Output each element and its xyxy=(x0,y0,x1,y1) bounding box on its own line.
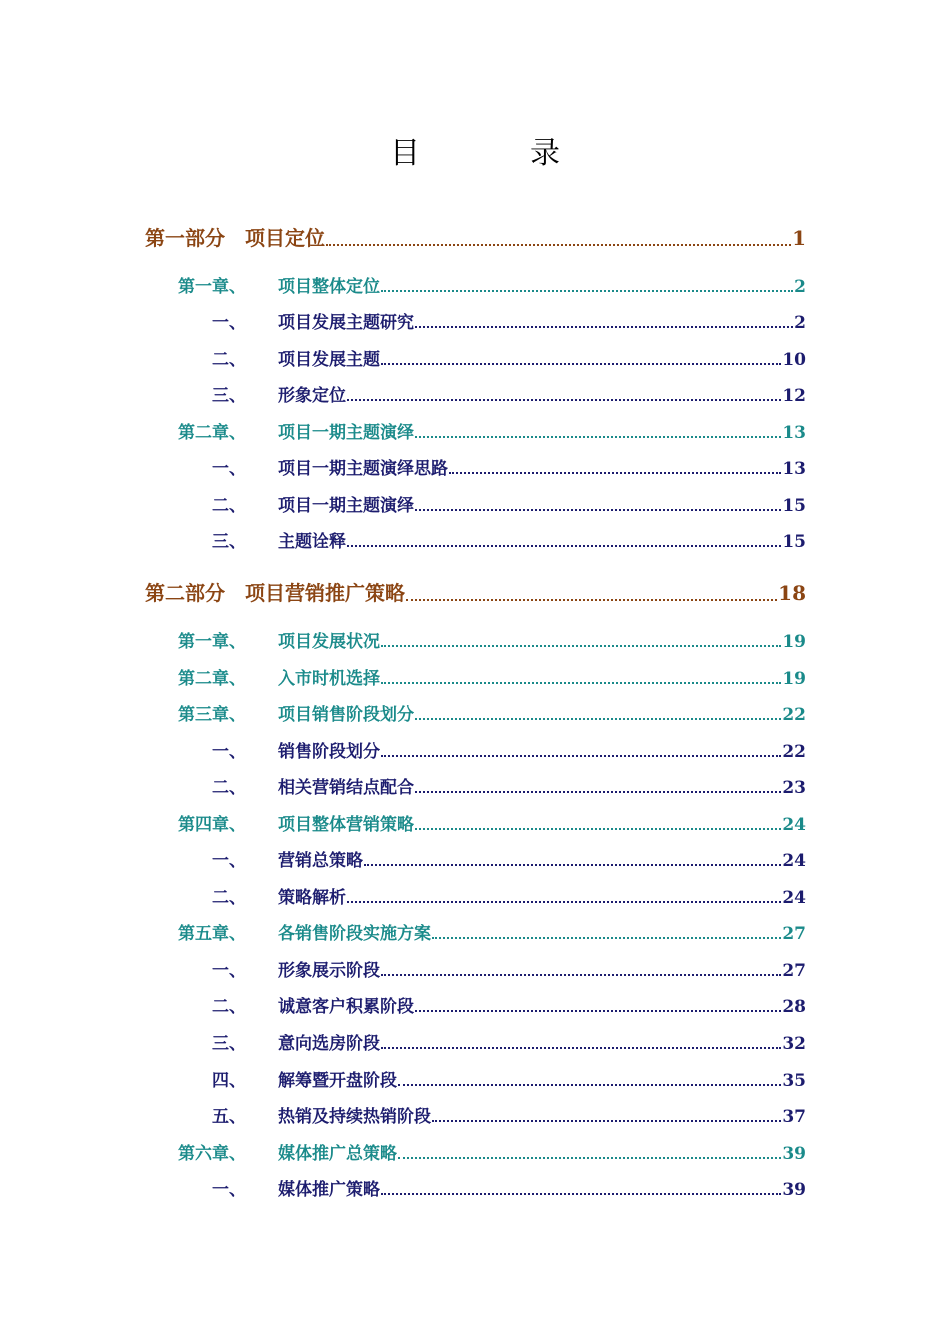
toc-entry-title: 项目定位 xyxy=(245,226,325,250)
toc-leader-dots xyxy=(364,864,781,866)
toc-entry-part[interactable] xyxy=(145,577,806,606)
toc-entry-section[interactable] xyxy=(212,1175,806,1200)
toc-entry-part[interactable] xyxy=(145,222,806,251)
toc-entry-number: 一、 xyxy=(212,1180,246,1200)
toc-leader-dots xyxy=(381,755,781,757)
toc-entry-chapter[interactable] xyxy=(178,664,806,689)
toc-entry-section[interactable] xyxy=(212,992,806,1017)
toc-leader-dots xyxy=(347,901,781,903)
toc-page-number: 19 xyxy=(782,669,806,689)
toc-entry-title: 诚意客户积累阶段 xyxy=(278,997,414,1017)
toc-page-number: 32 xyxy=(782,1034,806,1054)
toc-entry-title: 项目销售阶段划分 xyxy=(278,705,414,725)
toc-page-number: 23 xyxy=(782,778,806,798)
toc-entry-label xyxy=(212,454,448,479)
toc-entry-number: 一、 xyxy=(212,313,246,333)
toc-entry-label xyxy=(178,700,414,725)
toc-entry-title: 项目发展主题 xyxy=(278,350,380,370)
toc-entry-title: 热销及持续热销阶段 xyxy=(278,1107,431,1127)
toc-page-number: 19 xyxy=(782,632,806,652)
toc-entry-label xyxy=(145,577,405,606)
toc-entry-number: 三、 xyxy=(212,1034,246,1054)
toc-entry-number: 一、 xyxy=(212,851,246,871)
toc-entry-title: 项目发展主题研究 xyxy=(278,313,414,333)
toc-page-number: 35 xyxy=(782,1071,806,1091)
toc-entry-label xyxy=(212,1029,380,1054)
toc-entry-label xyxy=(212,956,380,981)
toc-page-number: 24 xyxy=(782,815,806,835)
toc-entry-number: 第六章、 xyxy=(178,1144,246,1164)
toc-entry-section[interactable] xyxy=(212,846,806,871)
toc-entry-title: 媒体推广策略 xyxy=(278,1180,380,1200)
toc-entry-title: 项目整体定位 xyxy=(278,277,380,297)
toc-entry-chapter[interactable] xyxy=(178,700,806,725)
toc-entry-title: 项目一期主题演绎 xyxy=(278,496,414,516)
toc-entry-chapter[interactable] xyxy=(178,1139,806,1164)
toc-entry-number: 一、 xyxy=(212,459,246,479)
toc-entry-title: 项目整体营销策略 xyxy=(278,815,414,835)
toc-entry-label xyxy=(145,222,325,251)
toc-entry-chapter[interactable] xyxy=(178,919,806,944)
toc-entry-label xyxy=(212,308,414,333)
toc-entry-number: 四、 xyxy=(212,1071,246,1091)
toc-leader-dots xyxy=(326,244,791,246)
toc-entry-section[interactable] xyxy=(212,1029,806,1054)
toc-entry-title: 意向选房阶段 xyxy=(278,1034,380,1054)
toc-entry-number: 第一章、 xyxy=(178,277,246,297)
toc-leader-dots xyxy=(415,436,781,438)
toc-page-number: 12 xyxy=(782,386,806,406)
toc-entry-number: 五、 xyxy=(212,1107,246,1127)
toc-entry-title: 解筹暨开盘阶段 xyxy=(278,1071,397,1091)
toc-leader-dots xyxy=(415,509,781,511)
toc-entry-title: 各销售阶段实施方案 xyxy=(278,924,431,944)
toc-page-number: 18 xyxy=(778,581,806,605)
toc-entry-number: 一、 xyxy=(212,742,246,762)
toc-entry-section[interactable] xyxy=(212,381,806,406)
toc-entry-section[interactable] xyxy=(212,956,806,981)
toc-entry-label xyxy=(212,773,414,798)
toc-entry-title: 主题诠释 xyxy=(278,532,346,552)
toc-leader-dots xyxy=(415,828,781,830)
toc-entry-number: 第一部分 xyxy=(145,226,225,250)
toc-entry-number: 第二章、 xyxy=(178,669,246,689)
toc-page-number: 37 xyxy=(782,1107,806,1127)
toc-entry-label xyxy=(212,1102,431,1127)
toc-entry-section[interactable] xyxy=(212,1066,806,1091)
toc-entry-title: 项目一期主题演绎思路 xyxy=(278,459,448,479)
toc-entry-section[interactable] xyxy=(212,1102,806,1127)
toc-entry-number: 第三章、 xyxy=(178,705,246,725)
toc-page-number: 13 xyxy=(782,423,806,443)
toc-entry-number: 二、 xyxy=(212,350,246,370)
toc-leader-dots xyxy=(432,937,781,939)
toc-entry-label xyxy=(178,627,380,652)
toc-page-number: 24 xyxy=(782,888,806,908)
toc-entry-number: 二、 xyxy=(212,997,246,1017)
toc-page-number: 15 xyxy=(782,532,806,552)
toc-entry-label xyxy=(212,345,380,370)
toc-entry-section[interactable] xyxy=(212,308,806,333)
toc-page-number: 22 xyxy=(782,705,806,725)
toc-entry-title: 销售阶段划分 xyxy=(278,742,380,762)
toc-leader-dots xyxy=(398,1157,781,1159)
toc-entry-chapter[interactable] xyxy=(178,418,806,443)
toc-leader-dots xyxy=(398,1084,781,1086)
toc-entry-title: 形象展示阶段 xyxy=(278,961,380,981)
toc-leader-dots xyxy=(381,1193,781,1195)
toc-entry-number: 第一章、 xyxy=(178,632,246,652)
toc-entry-label xyxy=(212,1066,397,1091)
toc-entry-label xyxy=(178,1139,397,1164)
toc-page-number: 2 xyxy=(794,277,806,297)
toc-page-number: 24 xyxy=(782,851,806,871)
page-title: 目 录 xyxy=(390,136,600,171)
toc-entry-section[interactable] xyxy=(212,883,806,908)
toc-leader-dots xyxy=(381,645,781,647)
toc-leader-dots xyxy=(381,974,781,976)
toc-entry-number: 第二章、 xyxy=(178,423,246,443)
toc-leader-dots xyxy=(406,599,777,601)
toc-entry-section[interactable] xyxy=(212,345,806,370)
toc-leader-dots xyxy=(432,1120,781,1122)
toc-entry-title: 项目一期主题演绎 xyxy=(278,423,414,443)
toc-entry-section[interactable] xyxy=(212,773,806,798)
toc-entry-label xyxy=(212,992,414,1017)
toc-entry-label xyxy=(178,418,414,443)
toc-entry-title: 项目营销推广策略 xyxy=(245,581,405,605)
toc-page-number: 39 xyxy=(782,1180,806,1200)
toc-entry-number: 三、 xyxy=(212,532,246,552)
toc-leader-dots xyxy=(381,682,781,684)
toc-leader-dots xyxy=(381,1047,781,1049)
toc-entry-label xyxy=(178,810,414,835)
toc-entry-title: 入市时机选择 xyxy=(278,669,380,689)
toc-entry-number: 二、 xyxy=(212,778,246,798)
toc-page-number: 15 xyxy=(782,496,806,516)
toc-page-number: 27 xyxy=(782,961,806,981)
toc-entry-label xyxy=(212,883,346,908)
toc-entry-label xyxy=(212,1175,380,1200)
toc-entry-number: 第二部分 xyxy=(145,581,225,605)
toc-entry-title: 形象定位 xyxy=(278,386,346,406)
toc-entry-label xyxy=(212,381,346,406)
toc-leader-dots xyxy=(381,290,793,292)
toc-entry-chapter[interactable] xyxy=(178,272,806,297)
toc-entry-title: 营销总策略 xyxy=(278,851,363,871)
toc-page-number: 22 xyxy=(782,742,806,762)
toc-entry-section[interactable] xyxy=(212,491,806,516)
toc-entry-number: 二、 xyxy=(212,888,246,908)
toc-leader-dots xyxy=(415,1010,781,1012)
toc-entry-label xyxy=(178,919,431,944)
toc-page-number: 10 xyxy=(782,350,806,370)
toc-page-number: 1 xyxy=(792,226,806,250)
toc-entry-title: 媒体推广总策略 xyxy=(278,1144,397,1164)
toc-entry-number: 第四章、 xyxy=(178,815,246,835)
toc-entry-label xyxy=(178,272,380,297)
toc-entry-title: 策略解析 xyxy=(278,888,346,908)
toc-entry-section[interactable] xyxy=(212,527,806,552)
toc-leader-dots xyxy=(381,363,781,365)
toc-page-number: 28 xyxy=(782,997,806,1017)
toc-entry-label xyxy=(212,846,363,871)
toc-entry-label xyxy=(212,527,346,552)
toc-entry-number: 一、 xyxy=(212,961,246,981)
toc-entry-section[interactable] xyxy=(212,454,806,479)
toc-leader-dots xyxy=(415,718,781,720)
toc-entry-chapter[interactable] xyxy=(178,810,806,835)
toc-leader-dots xyxy=(347,399,781,401)
toc-entry-number: 三、 xyxy=(212,386,246,406)
toc-leader-dots xyxy=(415,326,793,328)
toc-entry-section[interactable] xyxy=(212,737,806,762)
toc-entry-label xyxy=(212,491,414,516)
toc-leader-dots xyxy=(449,472,781,474)
toc-entry-label xyxy=(212,737,380,762)
toc-entry-label xyxy=(178,664,380,689)
toc-entry-title: 相关营销结点配合 xyxy=(278,778,414,798)
toc-entry-number: 二、 xyxy=(212,496,246,516)
toc-leader-dots xyxy=(415,791,781,793)
toc-entry-number: 第五章、 xyxy=(178,924,246,944)
toc-page-number: 13 xyxy=(782,459,806,479)
toc-page-number: 2 xyxy=(794,313,806,333)
toc-page-number: 39 xyxy=(782,1144,806,1164)
toc-entry-title: 项目发展状况 xyxy=(278,632,380,652)
toc-entry-chapter[interactable] xyxy=(178,627,806,652)
toc-page-number: 27 xyxy=(782,924,806,944)
toc-leader-dots xyxy=(347,545,781,547)
